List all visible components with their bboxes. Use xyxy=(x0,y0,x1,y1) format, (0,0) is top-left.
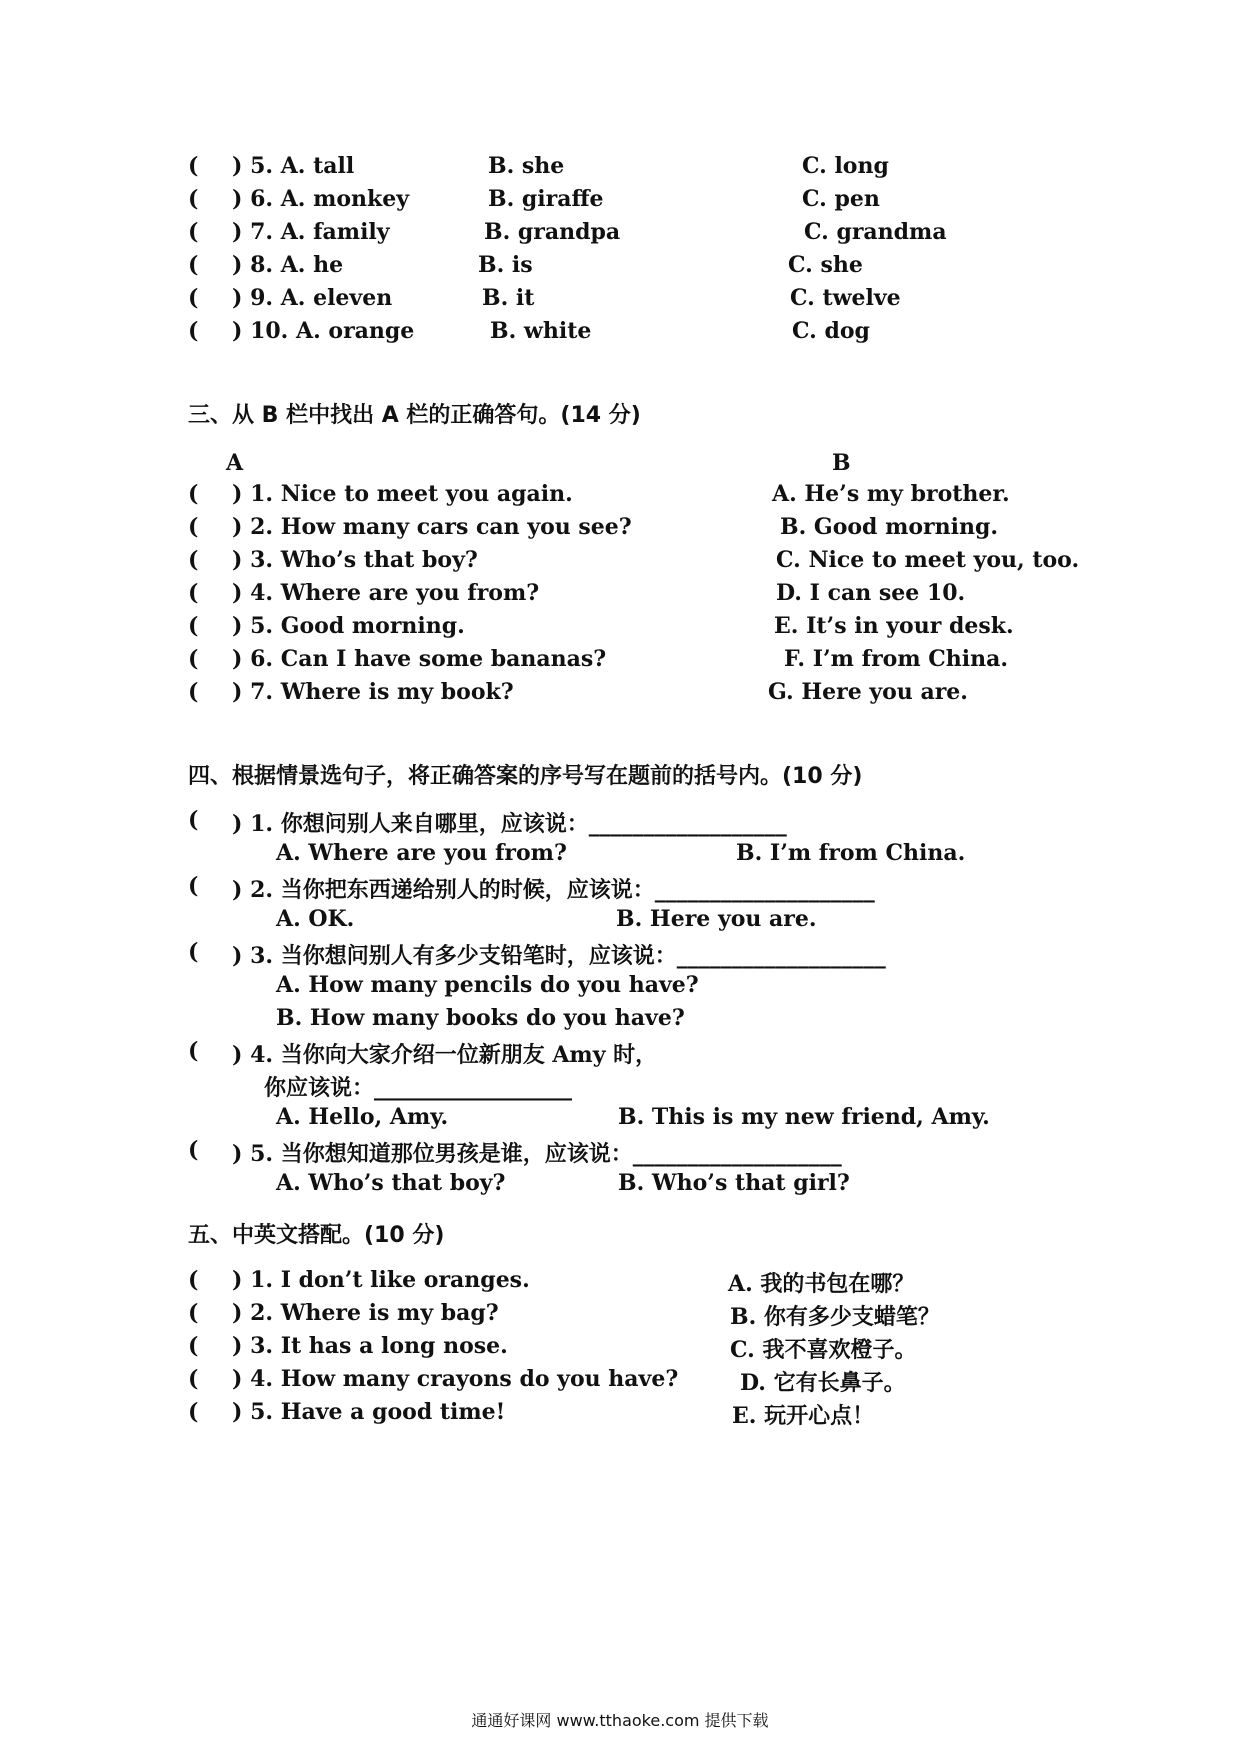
answer-bracket: ( xyxy=(188,1267,199,1293)
english-sentence: ) 4. How many crayons do you have? xyxy=(232,1366,679,1392)
answer-bracket: ( xyxy=(188,807,199,833)
question-option-a: ) 9. A. eleven xyxy=(232,285,393,311)
answer-option: F. I’m from China. xyxy=(784,646,1009,672)
option-a: A. Who’s that boy? xyxy=(276,1170,506,1196)
answer-option: E. It’s in your desk. xyxy=(774,613,1014,639)
answer-bracket: ( xyxy=(188,1137,199,1163)
option-c: C. she xyxy=(788,252,863,278)
column-b-label: B xyxy=(832,450,851,476)
question-text: ) 4. 当你向大家介绍一位新朋友 Amy 时， xyxy=(232,1042,658,1068)
english-sentence: ) 5. Have a good time! xyxy=(232,1399,506,1425)
answer-bracket: ( xyxy=(188,252,199,278)
question-text-cont: 你应该说：__________________ xyxy=(264,1075,573,1101)
answer-bracket: ( xyxy=(188,318,199,344)
answer-bracket: ( xyxy=(188,285,199,311)
section-title: 五、中英文搭配。(10 分) xyxy=(188,1223,445,1248)
answer-bracket: ( xyxy=(188,580,199,606)
answer-bracket: ( xyxy=(188,186,199,212)
question-text: ) 1. Nice to meet you again. xyxy=(232,481,573,507)
answer-bracket: ( xyxy=(188,1366,199,1392)
option-b: B. she xyxy=(488,153,565,179)
answer-option: B. Good morning. xyxy=(780,514,999,540)
answer-bracket: ( xyxy=(188,514,199,540)
question-text: ) 4. Where are you from? xyxy=(232,580,540,606)
column-a-label: A xyxy=(226,450,244,476)
answer-bracket: ( xyxy=(188,679,199,705)
option-a: A. Hello, Amy. xyxy=(276,1104,449,1130)
chinese-option: B. 你有多少支蜡笔？ xyxy=(730,1304,940,1330)
option-c: C. twelve xyxy=(790,285,901,311)
option-c: C. long xyxy=(802,153,889,179)
option-b: B. This is my new friend, Amy. xyxy=(618,1104,990,1130)
answer-bracket: ( xyxy=(188,1333,199,1359)
chinese-option: A. 我的书包在哪？ xyxy=(728,1271,915,1297)
answer-option: C. Nice to meet you, too. xyxy=(776,547,1080,573)
english-sentence: ) 1. I don’t like oranges. xyxy=(232,1267,530,1293)
question-option-a: ) 7. A. family xyxy=(232,219,390,245)
answer-bracket: ( xyxy=(188,219,199,245)
answer-bracket: ( xyxy=(188,873,199,899)
section-title: 四、根据情景选句子，将正确答案的序号写在题前的括号内。(10 分) xyxy=(188,764,863,789)
question-text: ) 2. How many cars can you see? xyxy=(232,514,632,540)
option-b: B. Here you are. xyxy=(616,906,817,932)
question-text: ) 3. 当你想问别人有多少支铅笔时，应该说：___________________ xyxy=(232,943,886,969)
option-b: B. is xyxy=(478,252,533,278)
answer-bracket: ( xyxy=(188,153,199,179)
english-sentence: ) 2. Where is my bag? xyxy=(232,1300,499,1326)
question-text: ) 3. Who’s that boy? xyxy=(232,547,478,573)
question-text: ) 5. Good morning. xyxy=(232,613,465,639)
answer-bracket: ( xyxy=(188,1300,199,1326)
answer-option: G. Here you are. xyxy=(768,679,968,705)
question-text: ) 2. 当你把东西递给别人的时候，应该说：____________________ xyxy=(232,877,875,903)
section-title: 三、从 B 栏中找出 A 栏的正确答句。(14 分) xyxy=(188,403,641,428)
option-b: B. I’m from China. xyxy=(736,840,966,866)
option-b: B. it xyxy=(482,285,535,311)
question-option-a: ) 10. A. orange xyxy=(232,318,415,344)
answer-option: A. He’s my brother. xyxy=(772,481,1010,507)
answer-bracket: ( xyxy=(188,939,199,965)
answer-bracket: ( xyxy=(188,481,199,507)
question-text: ) 5. 当你想知道那位男孩是谁，应该说：___________________ xyxy=(232,1141,842,1167)
chinese-option: C. 我不喜欢橙子。 xyxy=(730,1337,917,1363)
option-a: A. Where are you from? xyxy=(276,840,567,866)
chinese-option: E. 玩开心点！ xyxy=(732,1403,875,1429)
option-a: A. How many pencils do you have? xyxy=(276,972,699,998)
answer-bracket: ( xyxy=(188,547,199,573)
question-option-a: ) 8. A. he xyxy=(232,252,344,278)
option-b: B. grandpa xyxy=(484,219,621,245)
option-b: B. white xyxy=(490,318,592,344)
question-option-a: ) 5. A. tall xyxy=(232,153,355,179)
question-option-a: ) 6. A. monkey xyxy=(232,186,410,212)
answer-bracket: ( xyxy=(188,646,199,672)
answer-bracket: ( xyxy=(188,1038,199,1064)
question-text: ) 6. Can I have some bananas? xyxy=(232,646,607,672)
option-b: B. Who’s that girl? xyxy=(618,1170,850,1196)
answer-option: D. I can see 10. xyxy=(776,580,966,606)
answer-bracket: ( xyxy=(188,613,199,639)
english-sentence: ) 3. It has a long nose. xyxy=(232,1333,508,1359)
answer-bracket: ( xyxy=(188,1399,199,1425)
option-b: B. How many books do you have? xyxy=(276,1005,685,1031)
question-text: ) 7. Where is my book? xyxy=(232,679,514,705)
option-c: C. dog xyxy=(792,318,870,344)
question-text: ) 1. 你想问别人来自哪里，应该说：__________________ xyxy=(232,811,787,837)
option-c: C. pen xyxy=(802,186,880,212)
option-a: A. OK. xyxy=(276,906,355,932)
chinese-option: D. 它有长鼻子。 xyxy=(740,1370,906,1396)
option-b: B. giraffe xyxy=(488,186,604,212)
option-c: C. grandma xyxy=(804,219,947,245)
page-footer: 通通好课网 www.tthaoke.com 提供下载 xyxy=(471,1711,769,1730)
